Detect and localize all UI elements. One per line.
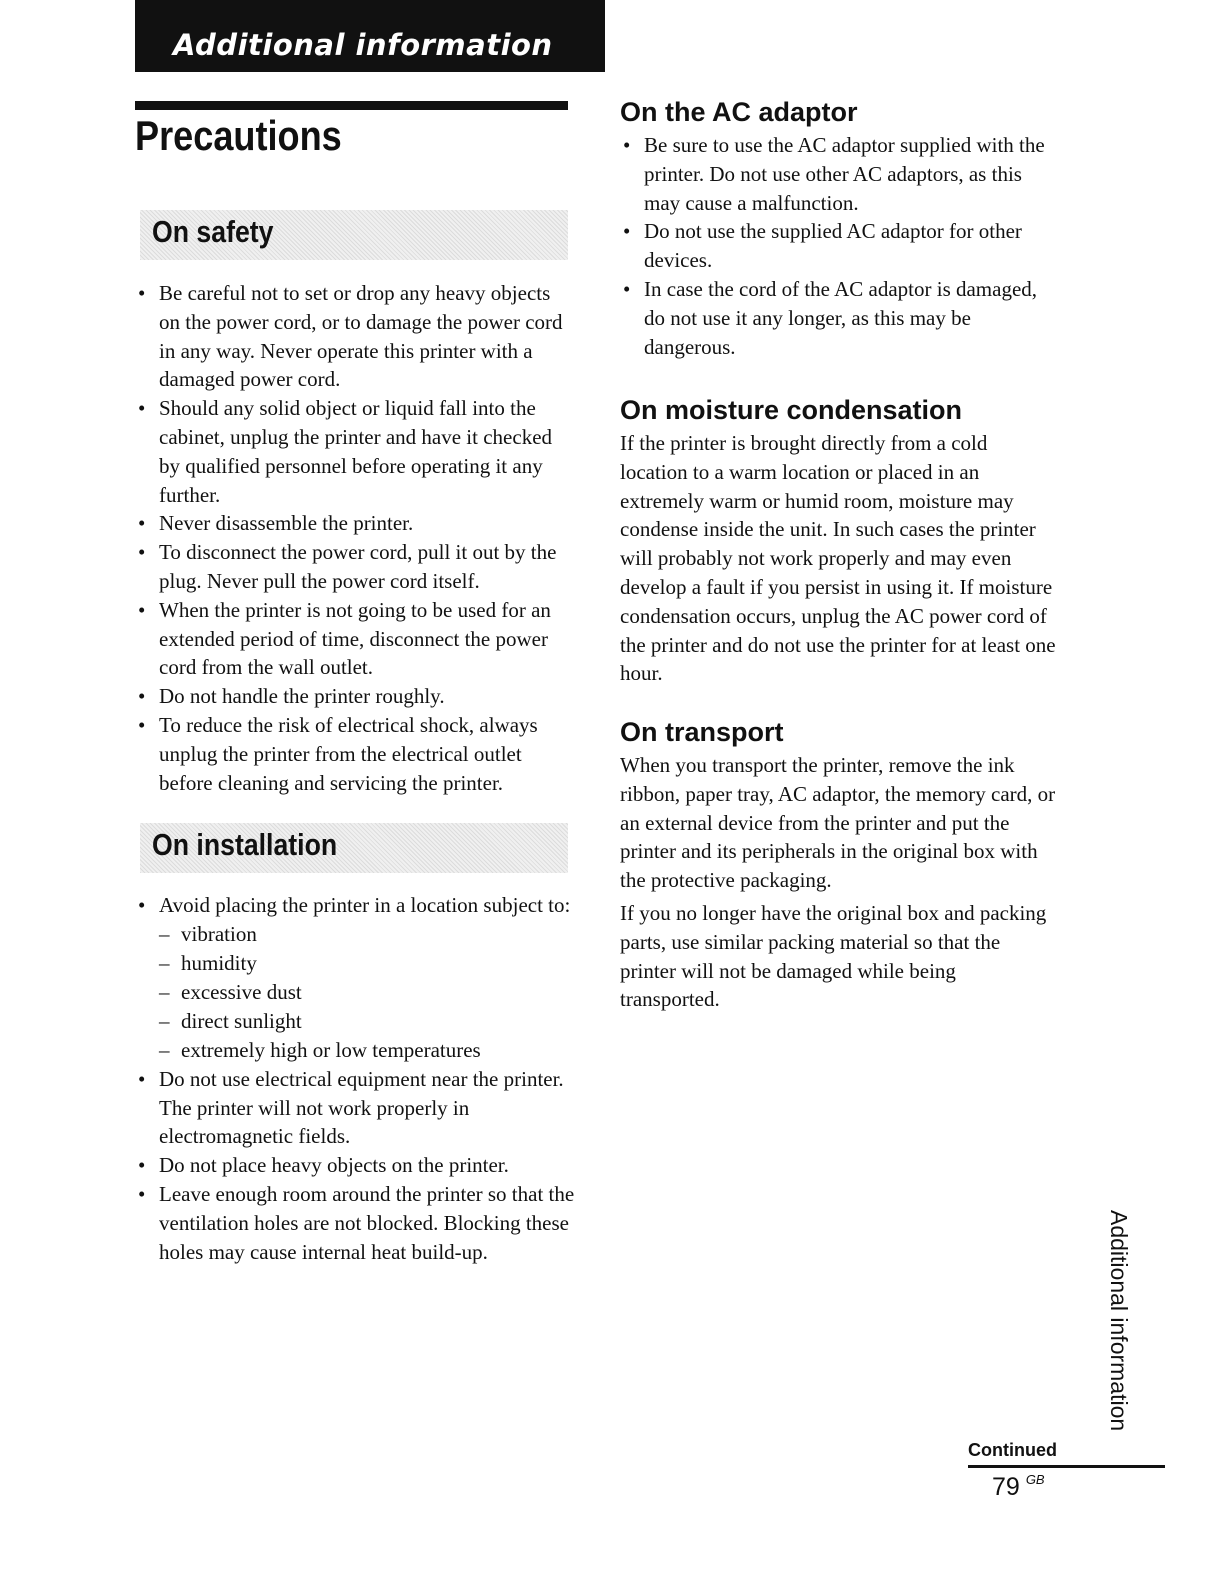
condition-item: – humidity bbox=[159, 949, 575, 978]
installation-intro: Avoid placing the printer in a location subject to: bbox=[159, 893, 571, 917]
moisture-section bbox=[620, 393, 1060, 688]
ac-adaptor-list bbox=[620, 131, 1060, 361]
transport-heading: On transport bbox=[620, 717, 784, 747]
condition-item: – extremely high or low temperatures bbox=[159, 1036, 575, 1065]
ac-adaptor-heading: On the AC adaptor bbox=[620, 97, 858, 127]
list-item: • Do not use electrical equipment near the printer. The printer will not work properly in electromagnetic fields. bbox=[135, 1065, 575, 1151]
section-label: Additional information bbox=[173, 28, 553, 62]
list-item: • Be careful not to set or drop any heavy objects on the power cord, or to damage the power cord in any way. Never operate this printer with a damaged power cord. bbox=[135, 279, 575, 394]
page-number bbox=[992, 1472, 1045, 1502]
list-item: • To disconnect the power cord, pull it out by the plug. Never pull the power cord itself. bbox=[135, 538, 575, 596]
page-title: Precautions bbox=[135, 112, 342, 159]
list-item: • Do not handle the printer roughly. bbox=[135, 682, 575, 711]
list-item: • To reduce the risk of electrical shock, always unplug the printer from the electrical outlet before cleaning and servicing the printer. bbox=[135, 711, 575, 797]
side-tab-label: Additional information bbox=[1106, 1210, 1132, 1432]
conditions-list bbox=[159, 920, 575, 1065]
moisture-heading: On moisture condensation bbox=[620, 395, 963, 425]
on-safety-list bbox=[135, 279, 575, 797]
on-installation-list bbox=[135, 891, 575, 1266]
on-safety-heading: On safety bbox=[152, 214, 274, 249]
list-item: • In case the cord of the AC adaptor is damaged, do not use it any longer, as this may be dangerous. bbox=[620, 275, 1060, 361]
page-number-value: 79 bbox=[992, 1473, 1020, 1501]
on-installation-heading: On installation bbox=[152, 827, 338, 862]
moisture-text: If the printer is brought directly from a cold location to a warm location or placed in an extremely warm or humid room, moisture may condense inside the unit. In such cases the printer will probably not work properly and may even develop a fault if you persist in using it. If moisture condensation occurs, unplug the AC power cord of the printer and do not use the printer for at least one hour. bbox=[620, 431, 1056, 686]
ac-adaptor-section bbox=[620, 95, 1060, 361]
on-installation-band bbox=[140, 823, 568, 873]
side-tab bbox=[1096, 1210, 1136, 1440]
transport-section bbox=[620, 715, 1060, 1014]
condition-item: – direct sunlight bbox=[159, 1007, 575, 1036]
transport-text-2: If you no longer have the original box and packing parts, use similar packing material so that the printer will not be damaged while being transported. bbox=[620, 900, 1047, 1012]
title-rule bbox=[135, 101, 568, 110]
condition-item: – excessive dust bbox=[159, 978, 575, 1007]
on-safety-section bbox=[135, 279, 575, 797]
list-item bbox=[135, 891, 575, 1065]
on-safety-band bbox=[140, 210, 568, 260]
region-code: GB bbox=[1025, 1472, 1045, 1487]
footer-rule bbox=[968, 1465, 1165, 1468]
list-item: • Do not use the supplied AC adaptor for other devices. bbox=[620, 217, 1060, 275]
condition-item: – vibration bbox=[159, 920, 575, 949]
continued-label: Continued bbox=[968, 1440, 1057, 1460]
list-item: • When the printer is not going to be used for an extended period of time, disconnect the power cord from the wall outlet. bbox=[135, 596, 575, 682]
transport-text-1: When you transport the printer, remove the ink ribbon, paper tray, AC adaptor, the memory card, or an external device from the printer and put the printer and its peripherals in the original box with the protective packaging. bbox=[620, 753, 1056, 893]
on-installation-section bbox=[135, 891, 575, 1266]
list-item: • Should any solid object or liquid fall into the cabinet, unplug the printer and have it checked by qualified personnel before operating it any further. bbox=[135, 394, 575, 509]
list-item: • Be sure to use the AC adaptor supplied with the printer. Do not use other AC adaptors, as this may cause a malfunction. bbox=[620, 131, 1060, 217]
list-item: • Leave enough room around the printer so that the ventilation holes are not blocked. Blocking these holes may cause internal heat build-up. bbox=[135, 1180, 575, 1266]
list-item: • Never disassemble the printer. bbox=[135, 509, 575, 538]
list-item: • Do not place heavy objects on the printer. bbox=[135, 1151, 575, 1180]
section-header-bar bbox=[135, 0, 605, 72]
